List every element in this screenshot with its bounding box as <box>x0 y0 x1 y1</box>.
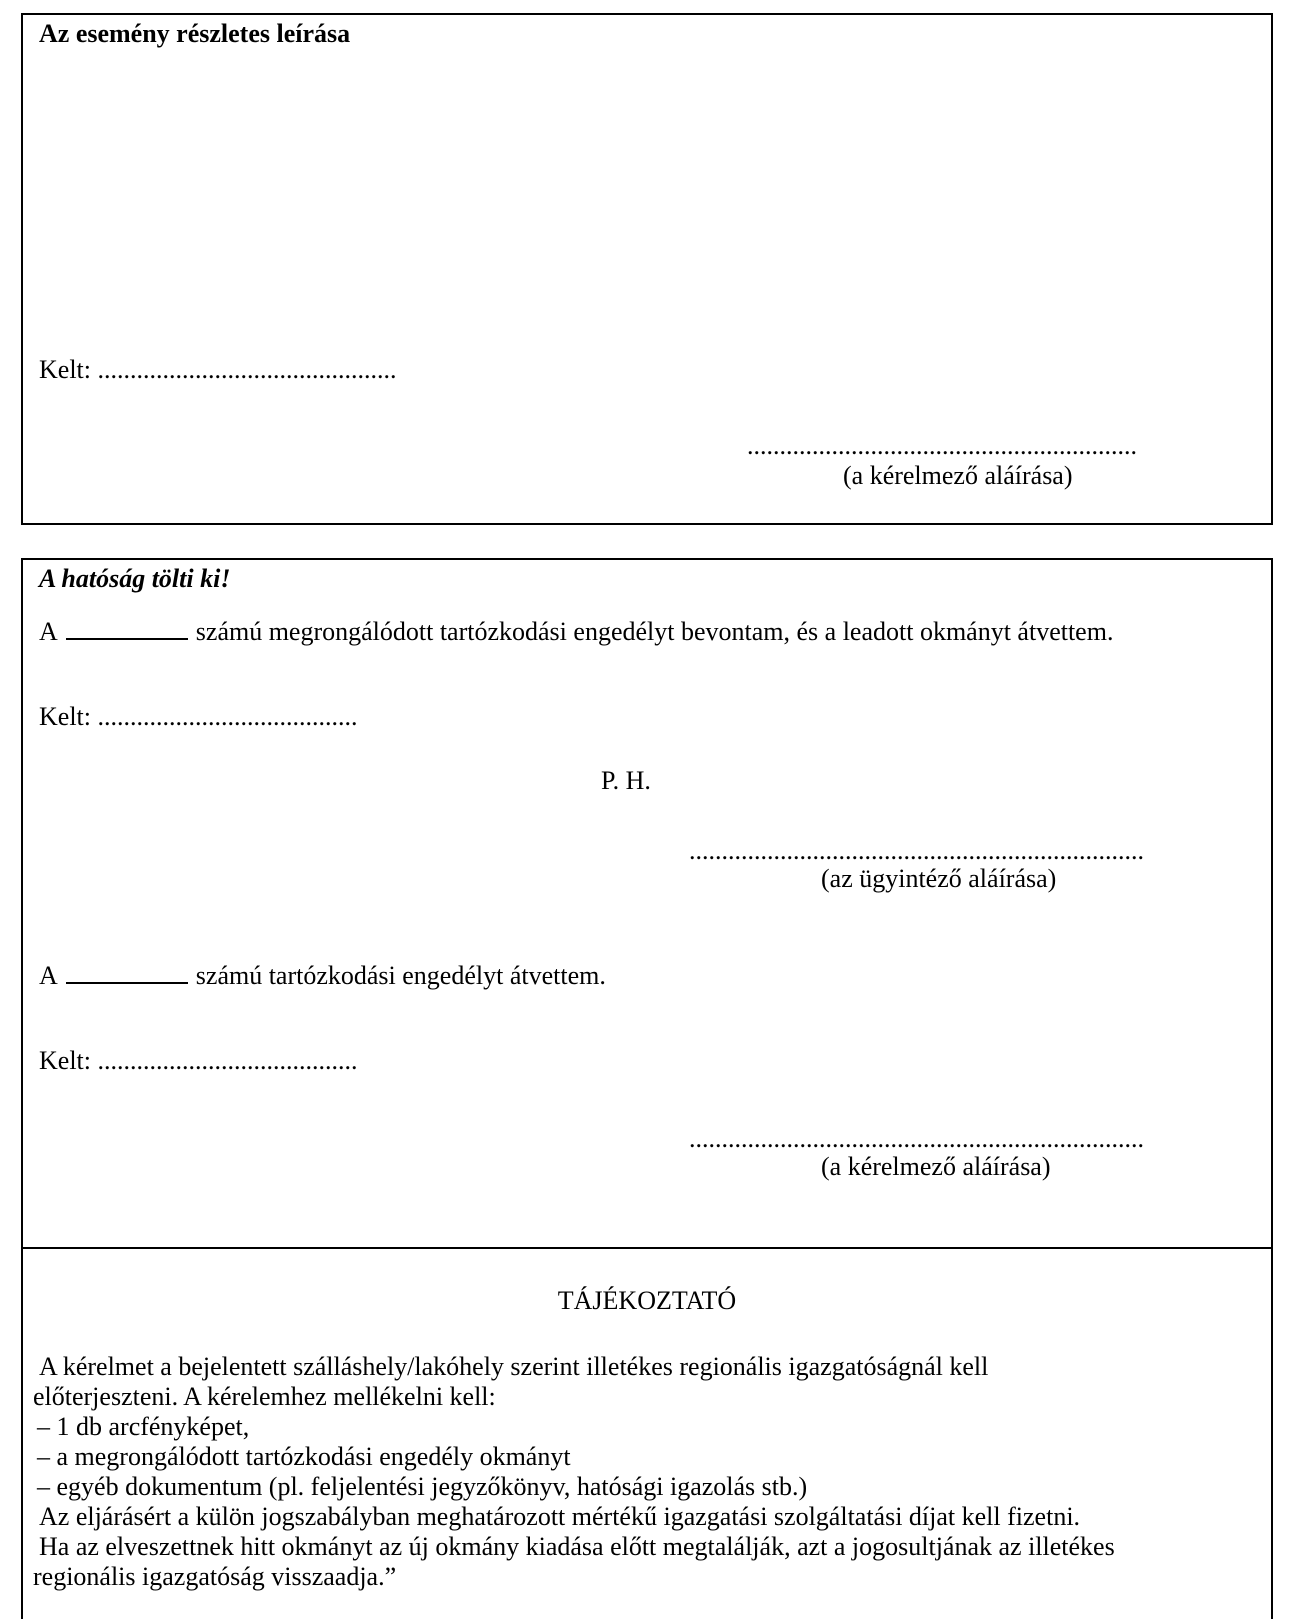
info-line-1: A kérelmet a bejelentett szálláshely/lakóhely szerint illetékes regionális igazgatóságnál kell <box>39 1352 989 1381</box>
officer-signature-line: ...................................................................... <box>689 836 1144 865</box>
stamp-place: P. H. <box>601 766 651 795</box>
receipt-date-line <box>39 1046 358 1076</box>
info-line-8: regionális igazgatóság visszaadja.” <box>33 1562 397 1591</box>
received-permit-prefix: A <box>39 961 58 990</box>
applicant-receipt-signature-caption: (a kérelmező aláírása) <box>821 1152 1051 1181</box>
received-permit-line <box>39 960 606 991</box>
date-line <box>39 355 397 385</box>
date-dots: .............................................. <box>97 355 397 384</box>
revoked-permit-text: számú megrongálódott tartózkodási engedélyt bevontam, és a leadott okmányt átvettem. <box>195 617 1114 646</box>
info-line-3: – 1 db arcfényképet, <box>37 1412 250 1441</box>
info-line-4: – a megrongálódott tartózkodási engedély okmányt <box>37 1442 571 1471</box>
info-line-7: Ha az elveszettnek hitt okmányt az új okmány kiadása előtt megtalálják, azt a jogosultjának az illetékes <box>39 1532 1115 1561</box>
revoked-permit-prefix: A <box>39 617 58 646</box>
received-permit-number-blank <box>66 960 188 984</box>
authority-title: A hatóság tölti ki! <box>39 564 231 593</box>
receipt-date-label: Kelt: <box>39 1046 91 1075</box>
section-divider <box>23 1247 1271 1249</box>
info-line-5: – egyéb dokumentum (pl. feljelentési jegyzőkönyv, hatósági igazolás stb.) <box>37 1472 808 1501</box>
authority-date-label: Kelt: <box>39 702 91 731</box>
applicant-signature-caption: (a kérelmező aláírása) <box>843 461 1073 490</box>
applicant-signature-line: ............................................................ <box>747 431 1137 460</box>
info-line-2: előterjeszteni. A kérelemhez mellékelni kell: <box>33 1382 496 1411</box>
event-description-title: Az esemény részletes leírása <box>39 19 351 48</box>
receipt-date-dots: ........................................ <box>97 1046 358 1075</box>
authority-date-line <box>39 702 358 732</box>
event-description-box <box>21 13 1273 525</box>
info-line-6: Az eljárásért a külön jogszabályban meghatározott mértékű igazgatási szolgáltatási díjat kell fizetni. <box>39 1502 1081 1531</box>
revoked-permit-line <box>39 616 1113 647</box>
officer-signature-caption: (az ügyintéző aláírása) <box>821 864 1057 893</box>
permit-number-blank <box>66 616 188 640</box>
received-permit-text: számú tartózkodási engedélyt átvettem. <box>195 961 606 990</box>
authority-date-dots: ........................................ <box>97 702 358 731</box>
applicant-receipt-signature-line: ...................................................................... <box>689 1124 1144 1153</box>
info-heading: TÁJÉKOZTATÓ <box>557 1286 737 1315</box>
authority-box <box>21 558 1273 1619</box>
date-label: Kelt: <box>39 355 91 384</box>
